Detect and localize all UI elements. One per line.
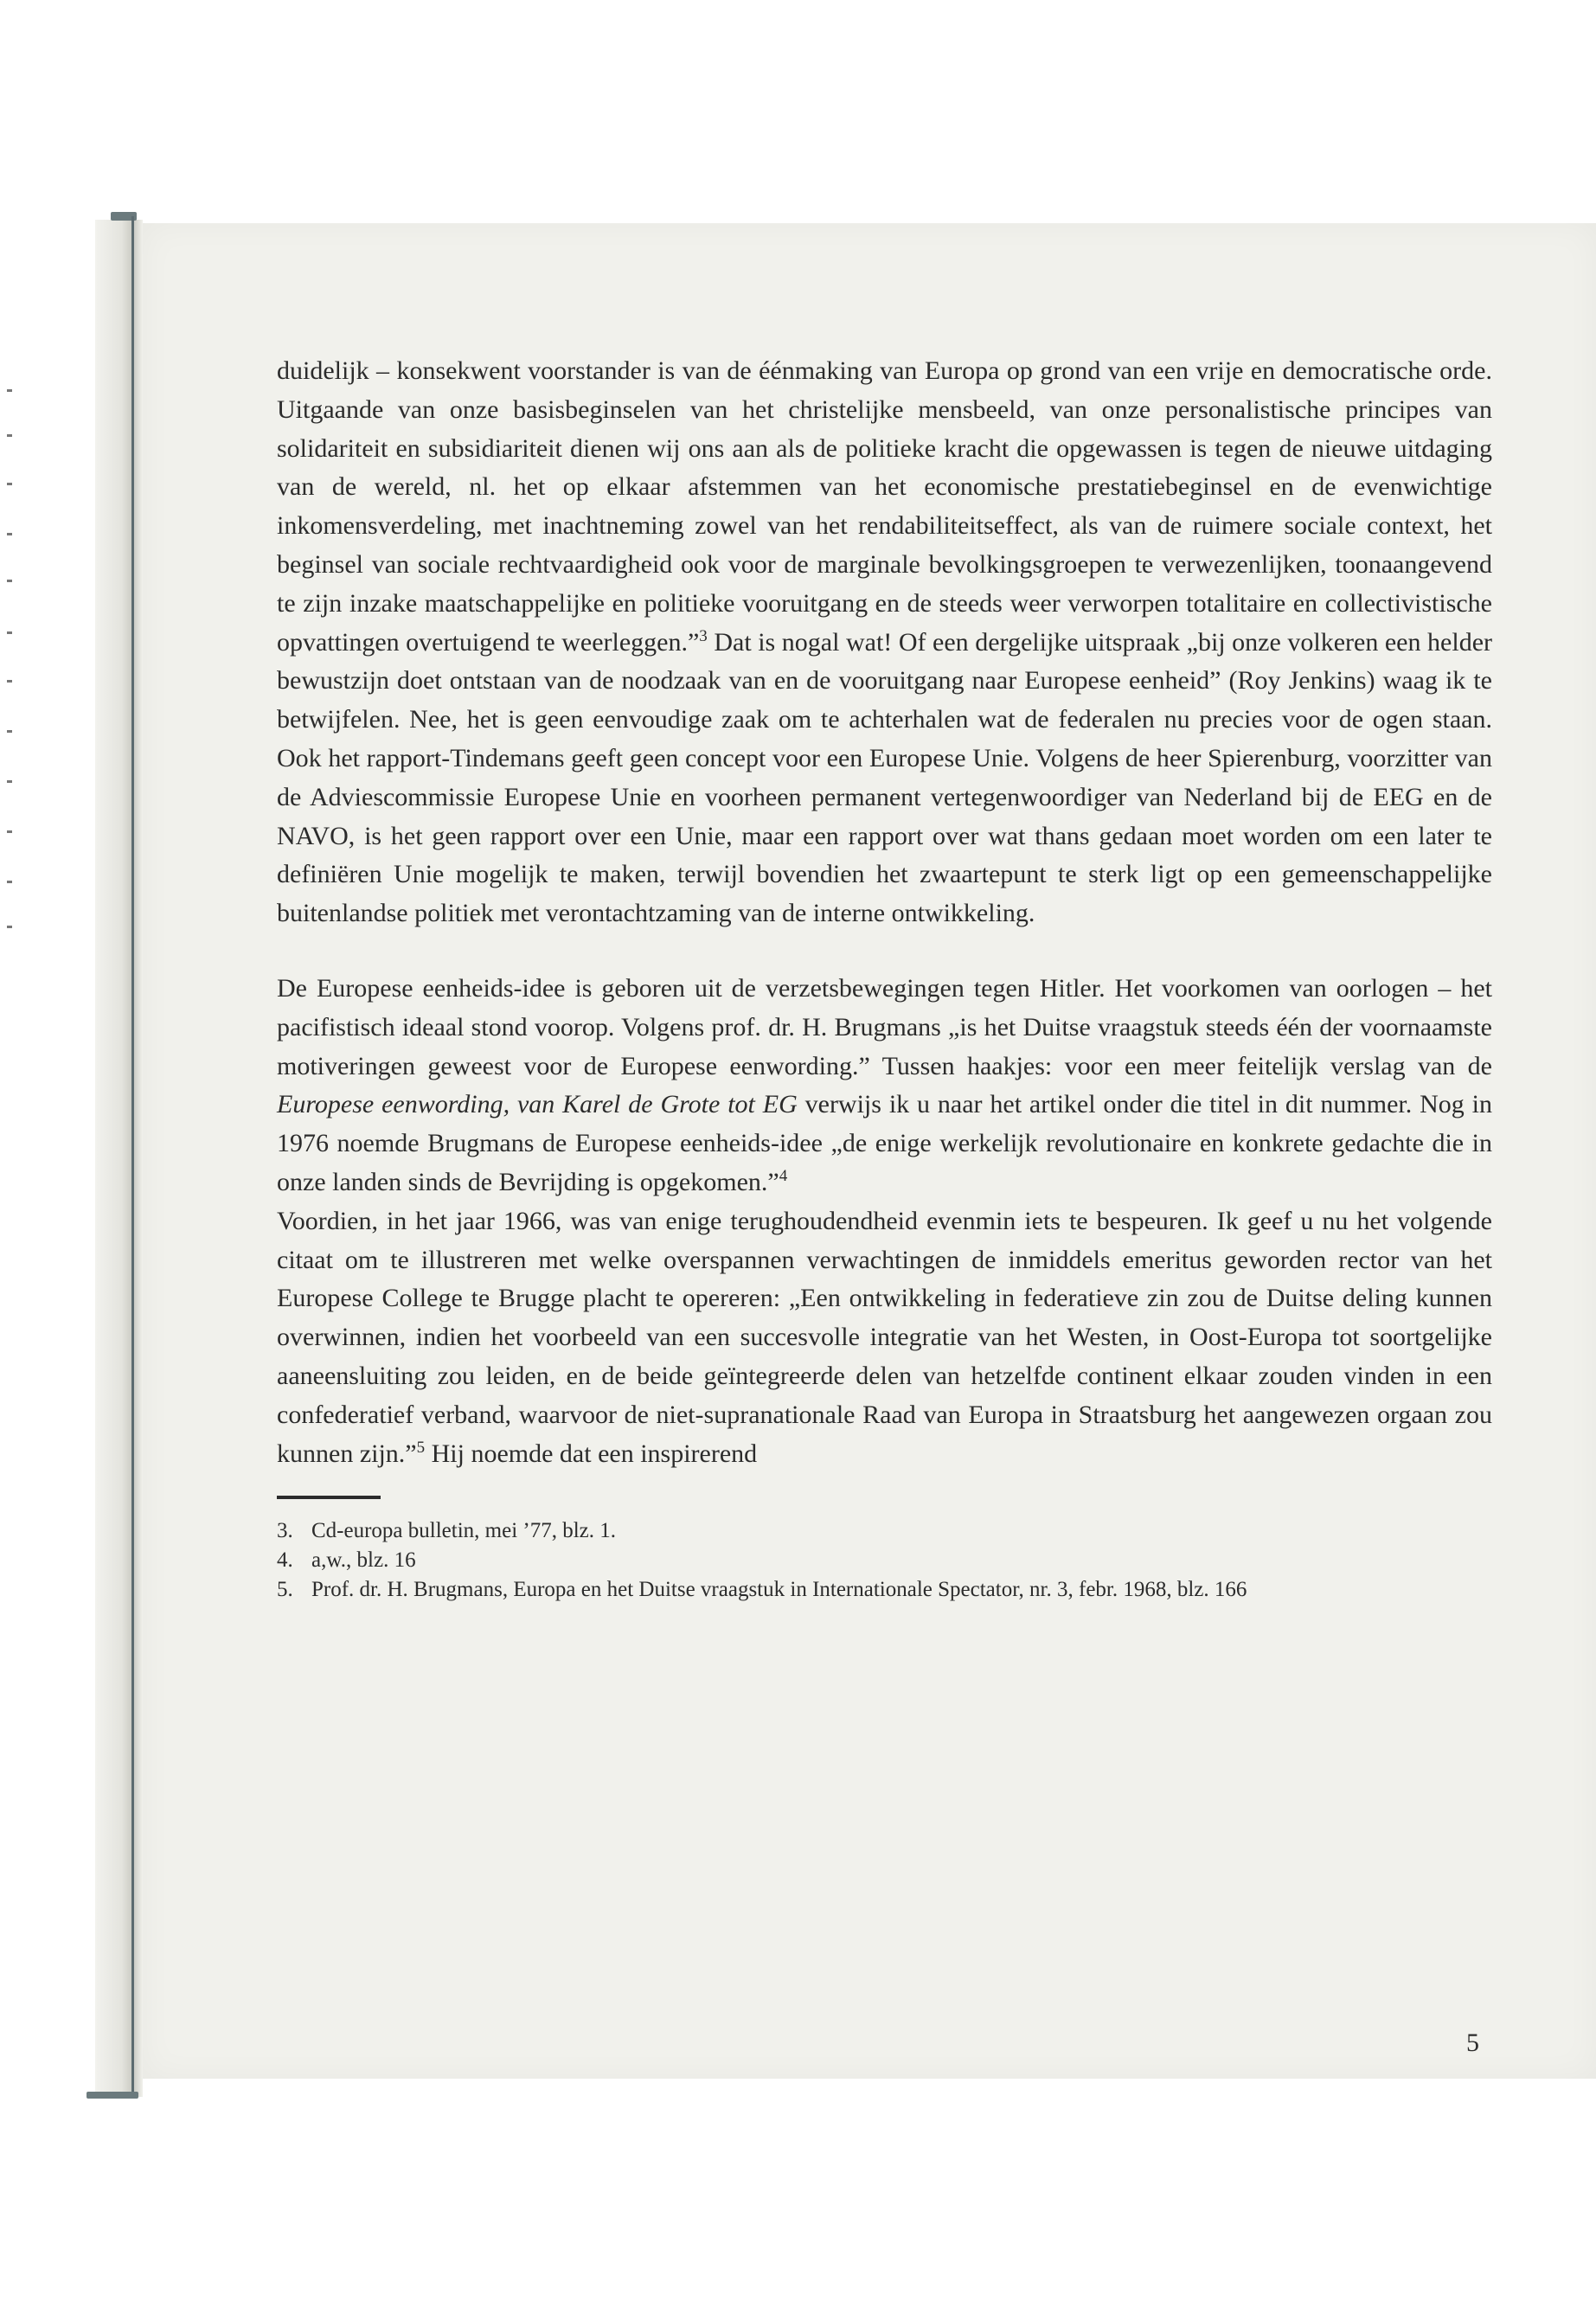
article-title-italic: Europese eenwording, van Karel de Grote tot EG xyxy=(277,1090,798,1119)
book-spine xyxy=(131,216,134,2098)
footnote-text: a,w., blz. 16 xyxy=(311,1548,416,1573)
footnote-ref-3[interactable]: 3 xyxy=(699,626,708,645)
footnote-text: Prof. dr. H. Brugmans, Europa en het Duitse vraagstuk in Internationale Spectator, nr. 3, febr. 1968, blz. 166 xyxy=(311,1578,1247,1602)
paragraph-2-text-a: De Europese eenheids-idee is geboren uit de verzetsbewegingen tegen Hitler. Het voorkomen van oorlogen – het pacifistisch ideaal stond voorop. Volgens prof. dr. H. Brugmans „is het Duitse vraagstuk steeds één der voornaamste motiveringen geweest voor de Europese eenwording.” Tussen haakjes: voor een meer feitelijk verslag van de xyxy=(277,973,1492,1080)
adjacent-page-edge-marks xyxy=(0,381,26,934)
body-paragraph-2 xyxy=(277,970,1492,1202)
footnote-text: Cd-europa bulletin, mei ’77, blz. 1. xyxy=(311,1519,617,1543)
spine-binding-bottom xyxy=(87,2092,138,2099)
body-paragraph-1 xyxy=(277,352,1492,933)
footnote-item xyxy=(277,1575,1492,1605)
book-spine-shadow xyxy=(95,220,143,2097)
footnote-item xyxy=(277,1546,1492,1575)
footnotes xyxy=(277,1516,1492,1605)
page-text xyxy=(277,352,1492,1605)
footnote-number: 3. xyxy=(277,1519,293,1543)
paragraph-1-continuation: Dat is nogal wat! Of een dergelijke uitspraak „bij onze volkeren een helder bewustzijn doet ontstaan van de noodzaak van en de vooruitgang naar Europese eenheid” (Roy Jenkins) waag ik te betwijfelen. Nee, het is geen eenvoudige zaak om te achterhalen wat de federalen nu precies voor de ogen staan. Ook het rapport-Tindemans geeft geen concept voor een Europese Unie. Volgens de heer Spierenburg, voorzitter van de Adviescommissie Europese Unie en voorheen permanent vertegenwoordiger van Nederland bij de EEG en de NAVO, is het geen rapport over een Unie, maar een rapport over wat thans gedaan moet worden om een later te definiëren Unie mogelijk te maken, terwijl bovendien het zwaartepunt te sterk ligt op een gemeenschappelijke buitenlandse politiek met verontachtzaming van de interne ontwikkeling. xyxy=(277,627,1492,928)
paragraph-3-continuation: Hij noemde dat een inspirerend xyxy=(425,1439,758,1468)
footnote-number: 4. xyxy=(277,1548,293,1573)
page-number: 5 xyxy=(1466,2029,1479,2057)
paragraph-3-text: Voordien, in het jaar 1966, was van enige terughoudendheid evenmin iets te bespeuren. Ik geef u nu het volgende citaat om te illustreren met welke overspannen verwachtingen de inmiddels emeritus geworden rector van het Europese College te Brugge placht te opereren: „Een ontwikkeling in federatieve zin zou de Duitse deling kunnen overwinnen, indien het voorbeeld van een succesvolle integratie van het Westen, in Oost-Europa tot soortgelijke aaneensluiting zou leiden, en de beide geïntegreerde delen van hetzelfde continent elkaar zouden vinden in een confederatief verband, waarvoor de niet-supranationale Raad van Europa in Straatsburg het aangewezen orgaan zou kunnen zijn.” xyxy=(277,1206,1492,1468)
footnote-number: 5. xyxy=(277,1578,293,1602)
paragraph-1-text: duidelijk – konsekwent voorstander is van de éénmaking van Europa op grond van een vrije en democratische orde. Uitgaande van onze basisbeginselen van het christelijke mensbeeld, van onze personalistische principes van solidariteit en subsidiariteit dienen wij ons aan als de politieke kracht die opgewassen is tegen de nieuwe uitdaging van de wereld, nl. het op elkaar afstemmen van het economische prestatiebeginsel en de evenwichtige inkomensverdeling, met inachtneming zowel van het rendabiliteitseffect, als van de ruimere sociale context, het beginsel van sociale rechtvaardigheid ook voor de marginale bevolkingsgroepen te verwezenlijken, toonaangevend te zijn inzake maatschappelijke en politieke vooruitgang en de steeds weer verworpen totalitaire en collectivistische opvattingen overtuigend te weerleggen.” xyxy=(277,356,1492,657)
footnote-item xyxy=(277,1516,1492,1546)
paragraph-2-text-b: verwijs ik u naar het artikel onder die titel in dit nummer. Nog in 1976 noemde Brugmans de Europese eenheids-idee „de enige werkelijk revolutionaire en konkrete gedachte die in onze landen sinds de Bevrijding is opgekomen.” xyxy=(277,1090,1492,1196)
footnote-ref-5[interactable]: 5 xyxy=(416,1438,426,1457)
footnote-ref-4[interactable]: 4 xyxy=(779,1166,788,1185)
body-paragraph-3 xyxy=(277,1202,1492,1474)
footnote-divider xyxy=(277,1496,381,1499)
